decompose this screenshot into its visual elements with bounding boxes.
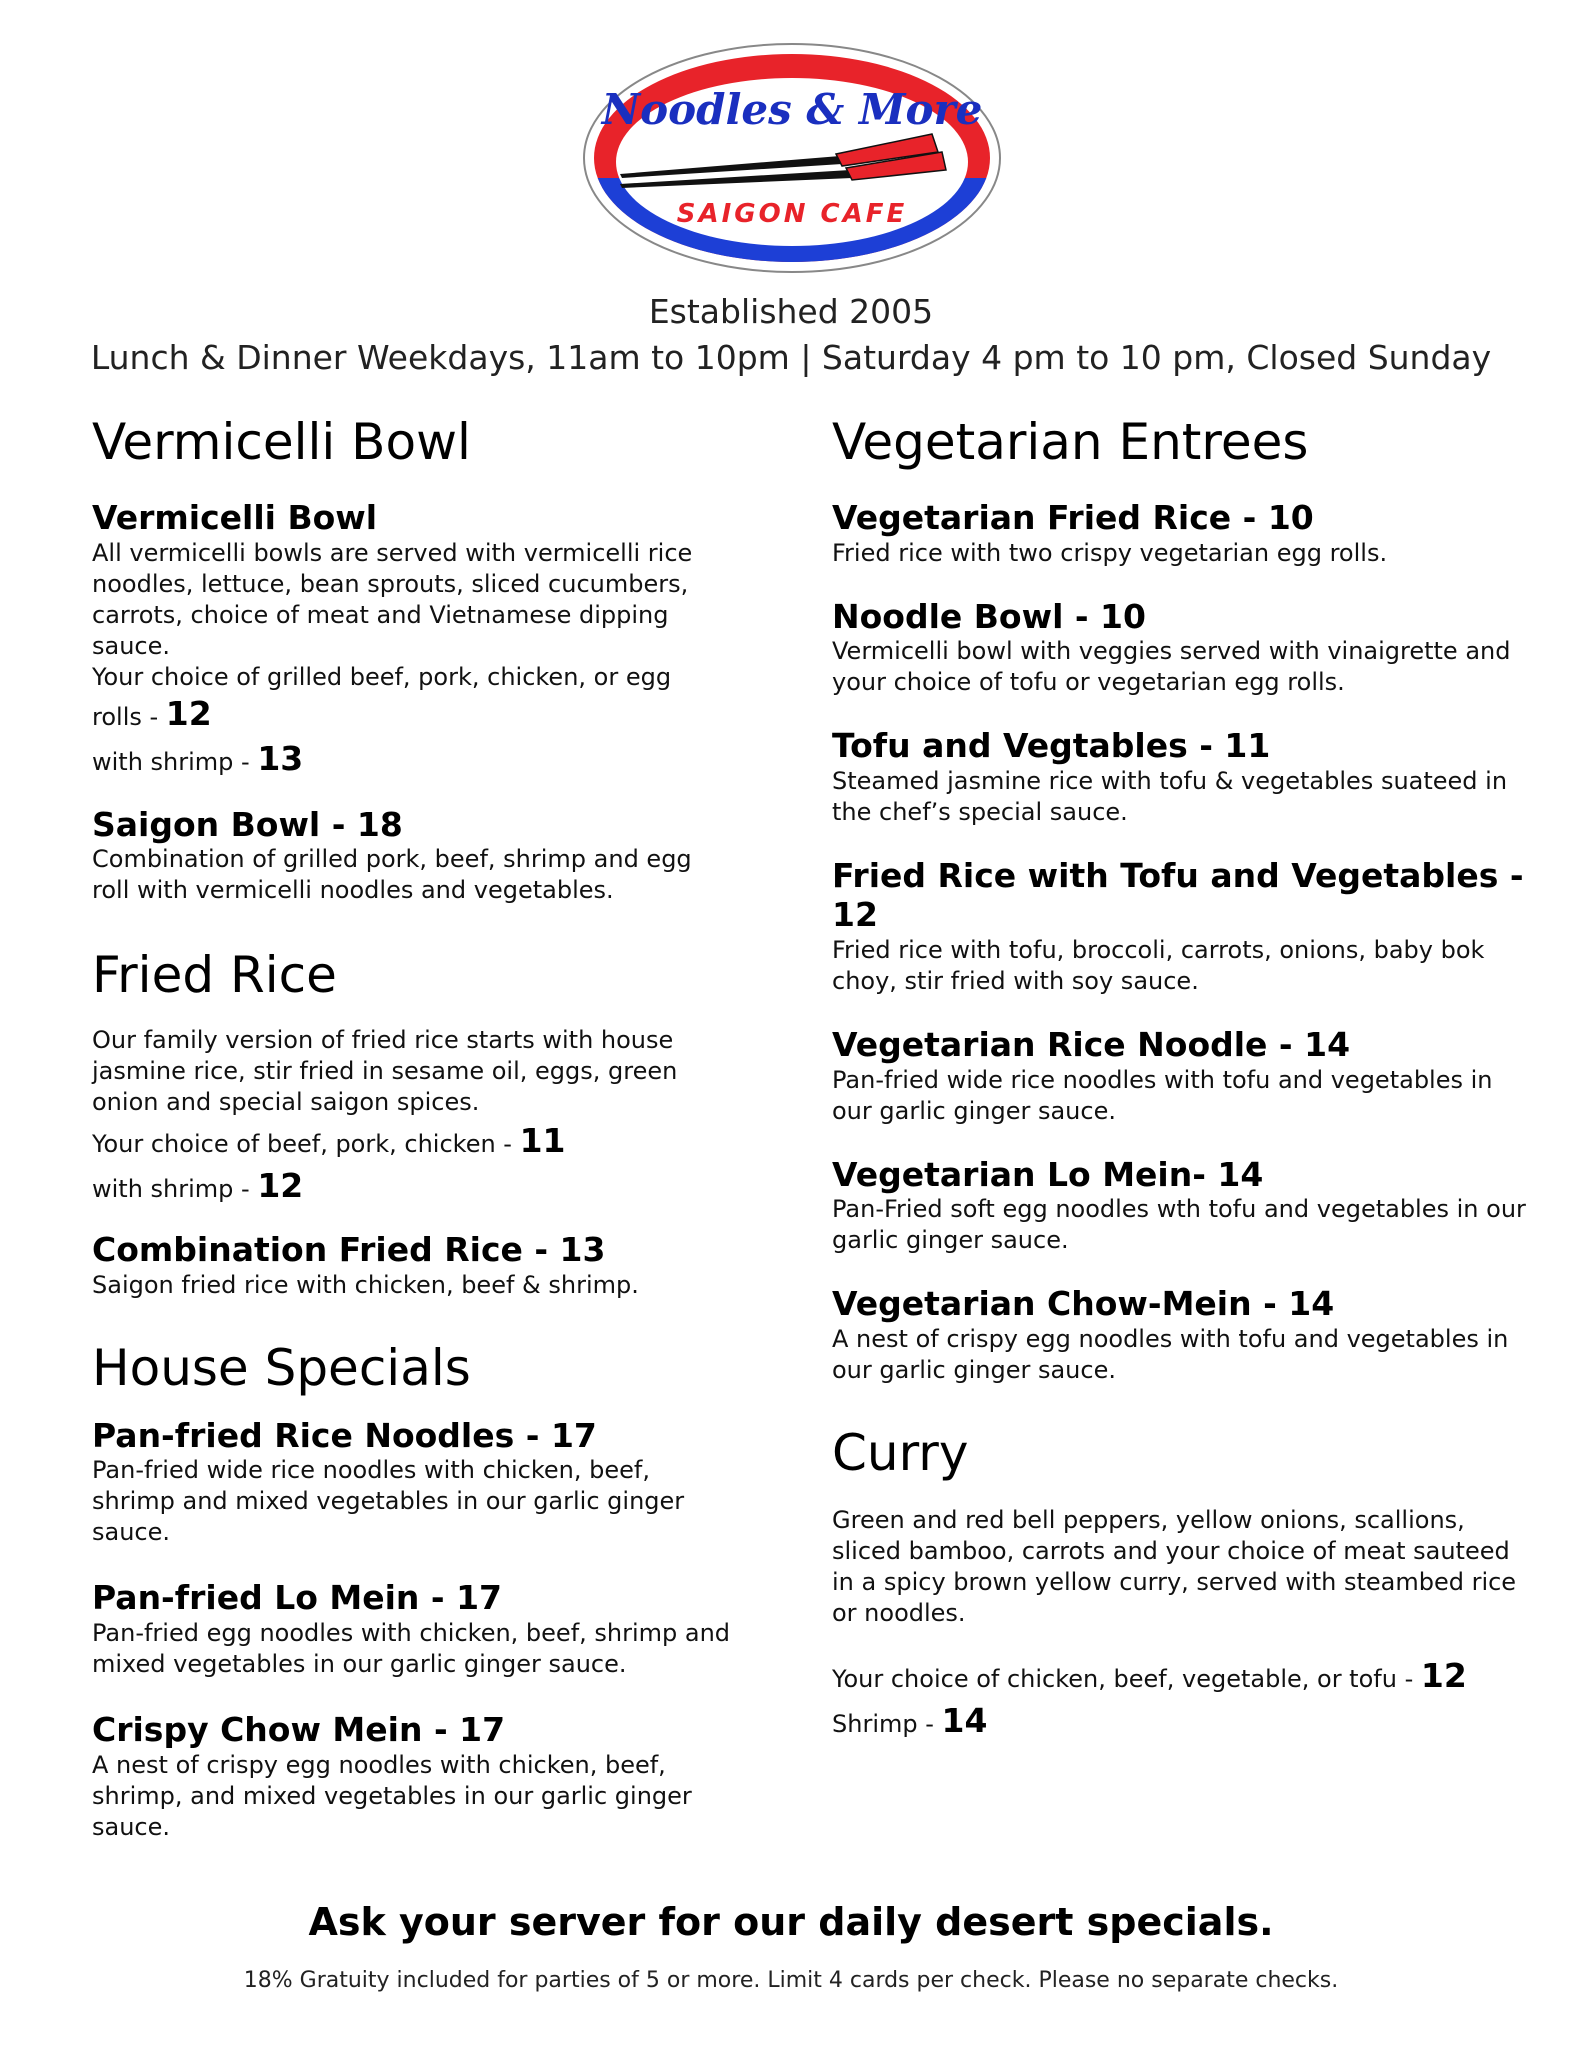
item-name: Vegetarian Rice Noodle - 14	[832, 1024, 1351, 1064]
menu-item-vermicelli-bowl	[92, 498, 732, 783]
menu-item-noodle-bowl	[832, 597, 1532, 699]
item-desc: Steamed jasmine rice with tofu & vegetables suateed in the chef’s special sauce.	[832, 766, 1508, 826]
menu-item-veg-fried-rice	[832, 498, 1532, 569]
restaurant-logo	[580, 38, 1004, 278]
menu-item-saigon-bowl	[92, 805, 732, 907]
menu-item-veg-rice-noodle	[832, 1025, 1532, 1127]
item-name: Combination Fried Rice - 13	[92, 1230, 606, 1270]
menu-item-pan-fried-lo-mein	[92, 1578, 732, 1680]
gratuity-policy-note: 18% Gratuity included for parties of 5 or more. Limit 4 cards per check. Please no separate checks.	[243, 1968, 1339, 1993]
fried-rice-description	[92, 1025, 732, 1210]
shrimp-line	[832, 1700, 1532, 1745]
logo-subtitle: SAIGON CAFE	[676, 199, 908, 229]
item-desc: Saigon fried rice with chicken, beef & shrimp.	[92, 1270, 639, 1299]
item-name: Fried Rice with Tofu and Vegetables - 12	[832, 855, 1524, 935]
item-name: Noodle Bowl - 10	[832, 596, 1146, 636]
choice-line	[92, 693, 732, 738]
item-desc: Pan-fried wide rice noodles with chicken, beef, shrimp and mixed vegetables in our garlic ginger sauce.	[92, 1456, 685, 1547]
shrimp-line	[92, 1165, 732, 1210]
item-desc: A nest of crispy egg noodles with chicken, beef, shrimp, and mixed vegetables in our garlic ginger sauce.	[92, 1750, 692, 1841]
item-name: Vermicelli Bowl	[92, 498, 378, 537]
section-title-vermicelli: Vermicelli Bowl	[92, 413, 471, 471]
section-title-curry: Curry	[832, 1423, 969, 1482]
item-name: Tofu and Vegtables - 11	[832, 726, 1271, 766]
item-desc: A nest of crispy egg noodles with tofu and vegetables in our garlic ginger sauce.	[832, 1324, 1509, 1384]
item-desc: Our family version of fried rice starts with house jasmine rice, stir fried in sesame oil, eggs, green onion and special saigon spices.	[92, 1026, 678, 1117]
shrimp-price: 13	[257, 738, 304, 778]
section-title-house-specials: House Specials	[92, 1338, 471, 1397]
established-text: Established 2005	[648, 292, 934, 331]
curry-description	[832, 1505, 1532, 1745]
hours-text: Lunch & Dinner Weekdays, 11am to 10pm | Saturday 4 pm to 10 pm, Closed Sunday	[90, 338, 1492, 377]
choice-price: 12	[1420, 1655, 1467, 1695]
item-name: Crispy Chow Mein - 17	[92, 1709, 506, 1749]
section-title-fried-rice: Fried Rice	[92, 946, 337, 1005]
choice-line	[832, 1655, 1532, 1700]
item-name: Pan-fried Lo Mein - 17	[92, 1578, 503, 1618]
item-desc: Vermicelli bowl with veggies served with vinaigrette and your choice of tofu or vegetarian egg rolls.	[832, 637, 1511, 697]
choice-price: 11	[519, 1121, 566, 1161]
item-name: Pan-fried Rice Noodles - 17	[92, 1415, 597, 1455]
menu-item-fried-rice-tofu	[832, 856, 1532, 997]
dessert-specials-note: Ask your server for our daily desert specials.	[308, 1900, 1274, 1944]
shrimp-line	[92, 738, 732, 783]
shrimp-label: with shrimp -	[92, 747, 258, 776]
item-desc: Pan-fried wide rice noodles with tofu and vegetables in our garlic ginger sauce.	[832, 1065, 1493, 1125]
left-column	[92, 415, 732, 1843]
item-desc: Green and red bell peppers, yellow onions, scallions, sliced bamboo, carrots and your choice of meat sauteed in a spicy brown yellow curry, served with steambed rice or noodles.	[832, 1505, 1517, 1627]
item-name: Vegetarian Fried Rice - 10	[832, 498, 1314, 537]
menu-item-veg-lo-mein	[832, 1155, 1532, 1257]
choice-label: Your choice of chicken, beef, vegetable, or tofu -	[832, 1664, 1421, 1693]
item-name: Saigon Bowl - 18	[92, 804, 403, 844]
menu-item-crispy-chow-mein	[92, 1710, 732, 1843]
menu-item-tofu-vegtables	[832, 726, 1532, 828]
choice-price: 12	[165, 693, 212, 733]
item-desc: Combination of grilled pork, beef, shrimp and egg roll with vermicelli noodles and vegetables.	[92, 845, 692, 905]
item-choice: Your choice of grilled beef, pork, chicken, or egg	[92, 662, 672, 691]
choice-line	[92, 1120, 732, 1165]
item-desc: Fried rice with tofu, broccoli, carrots, onions, baby bok choy, stir fried with soy sauce.	[832, 935, 1485, 995]
item-desc: All vermicelli bowls are served with vermicelli rice noodles, lettuce, bean sprouts, sliced cucumbers, carrots, choice of meat and Vietnamese dipping sauce.	[92, 538, 693, 660]
shrimp-price: 12	[257, 1166, 304, 1206]
item-name: Vegetarian Chow-Mein - 14	[832, 1284, 1335, 1324]
menu-item-veg-chow-mein	[832, 1284, 1532, 1386]
choice-label: Your choice of beef, pork, chicken -	[92, 1130, 520, 1159]
item-desc: Pan-Fried soft egg noodles wth tofu and vegetables in our garlic ginger sauce.	[832, 1195, 1526, 1255]
shrimp-price: 14	[941, 1700, 988, 1740]
item-desc: Fried rice with two crispy vegetarian egg rolls.	[832, 538, 1388, 567]
right-column	[832, 415, 1532, 1745]
shrimp-label: Shrimp -	[832, 1709, 942, 1738]
item-desc: Pan-fried egg noodles with chicken, beef, shrimp and mixed vegetables in our garlic ginger sauce.	[92, 1618, 731, 1678]
menu-item-pan-fried-rice-noodles	[92, 1416, 732, 1549]
section-title-vegetarian: Vegetarian Entrees	[832, 413, 1309, 471]
menu-item-combination-fried-rice	[92, 1230, 732, 1301]
item-name: Vegetarian Lo Mein- 14	[832, 1154, 1264, 1194]
logo-name: Noodles & More	[601, 85, 983, 134]
choice-label: rolls -	[92, 702, 166, 731]
shrimp-label: with shrimp -	[92, 1175, 258, 1204]
